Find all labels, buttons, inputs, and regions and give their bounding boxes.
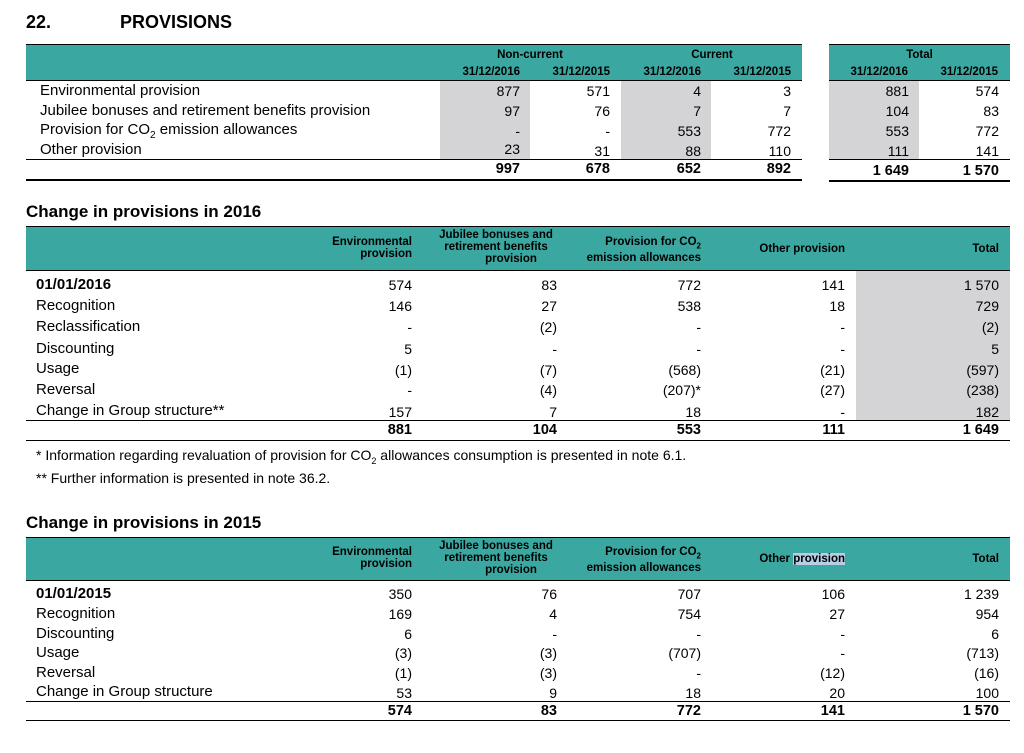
- cell: 772: [767, 123, 791, 139]
- group-total: Total: [906, 49, 933, 61]
- cell: 106: [821, 586, 845, 602]
- total-cell: 574: [387, 703, 412, 719]
- total-cell: 892: [766, 161, 791, 177]
- cell: 104: [885, 103, 909, 119]
- cell: 538: [677, 298, 701, 314]
- total-cell: 83: [540, 703, 557, 719]
- cell: (3): [394, 645, 412, 661]
- total-cell: 104: [532, 422, 557, 438]
- group-non-current: Non-current: [497, 49, 563, 61]
- cell: 881: [885, 83, 909, 99]
- col-date: 31/12/2016: [643, 66, 701, 78]
- row-label: Change in Group structure: [36, 683, 213, 700]
- cell: 1 239: [963, 586, 999, 602]
- cell: 5: [404, 341, 412, 357]
- cell: 6: [991, 626, 999, 642]
- cell: (2): [539, 319, 557, 335]
- total-cell: 997: [495, 161, 520, 177]
- cell: 53: [396, 685, 412, 701]
- cell: -: [840, 319, 845, 335]
- cell: 111: [887, 143, 909, 159]
- total-cell: 141: [820, 703, 845, 719]
- col-co2: Provision for $CO_2$ emission allowances: [586, 236, 701, 265]
- cell: 350: [388, 586, 412, 602]
- total-cell: 772: [676, 703, 701, 719]
- cell: 3: [783, 83, 791, 99]
- row-label: Environmental provision: [40, 82, 201, 99]
- cell: (16): [974, 665, 999, 681]
- cell: 31: [594, 143, 610, 159]
- cell: 27: [541, 298, 557, 314]
- total-cell: 111: [822, 422, 845, 438]
- cell: 23: [504, 141, 520, 157]
- cell: -: [696, 665, 701, 681]
- cell: 83: [541, 277, 557, 293]
- col-co2: Provision for $CO_2$ emission allowances: [586, 546, 701, 575]
- cell: (1): [394, 665, 412, 681]
- cell: -: [407, 382, 412, 398]
- cell: 9: [549, 685, 557, 701]
- cell: 20: [829, 685, 845, 701]
- cell: 76: [594, 103, 610, 119]
- cell: -: [840, 404, 845, 420]
- total-cell: 652: [676, 161, 701, 177]
- cell: (597): [966, 362, 999, 378]
- cell: -: [696, 341, 701, 357]
- cell: (238): [966, 382, 999, 398]
- cell: (1): [394, 362, 412, 378]
- cell: 729: [975, 298, 999, 314]
- cell: 553: [677, 123, 701, 139]
- cell: 182: [975, 404, 999, 420]
- cell: 553: [885, 123, 909, 139]
- section-title-2015: Change in provisions in 2015: [26, 513, 262, 532]
- cell: 88: [685, 143, 701, 159]
- cell: (7): [539, 362, 557, 378]
- row-label: Usage: [36, 644, 80, 661]
- cell: 6: [404, 626, 412, 642]
- cell: (21): [820, 362, 845, 378]
- col-date: 31/12/2016: [850, 66, 908, 78]
- col-jubilee: Jubilee bonuses and retirement benefits provision: [439, 229, 553, 265]
- col-date: 31/12/2015: [552, 66, 610, 78]
- cell: 754: [677, 606, 701, 622]
- cell: 76: [541, 586, 557, 602]
- row-label: Usage: [36, 360, 80, 377]
- group-current: Current: [691, 49, 733, 61]
- col-date: 31/12/2015: [940, 66, 998, 78]
- total-cell: 1 649: [872, 163, 909, 179]
- cell: (707): [668, 645, 701, 661]
- cell: 169: [388, 606, 412, 622]
- cell: 5: [991, 341, 999, 357]
- row-label: Jubilee bonuses and retirement benefits provision: [40, 102, 371, 119]
- row-label: Other provision: [40, 141, 142, 158]
- row-label: Provision for $CO_2$ emission allowances: [40, 121, 298, 141]
- row-label: Reversal: [36, 381, 96, 398]
- total-cell: 678: [585, 161, 610, 177]
- footnote-2: ** Further information is presented in note 36.2.: [36, 470, 331, 486]
- cell: -: [840, 645, 845, 661]
- cell: 157: [388, 404, 412, 420]
- cell: -: [840, 626, 845, 642]
- row-label: Change in Group structure**: [36, 402, 225, 419]
- cell: 1 570: [963, 277, 999, 293]
- cell: 7: [549, 404, 557, 420]
- total-cell: 1 570: [962, 703, 999, 719]
- cell: 4: [693, 83, 701, 99]
- cell: 18: [685, 404, 701, 420]
- cell: 954: [975, 606, 999, 622]
- col-date: 31/12/2015: [733, 66, 791, 78]
- cell: 574: [975, 83, 999, 99]
- cell: 7: [783, 103, 791, 119]
- col-total: Total: [972, 243, 999, 255]
- total-cell: 1 570: [962, 163, 999, 179]
- cell: 707: [677, 586, 701, 602]
- cell: 7: [693, 103, 701, 119]
- section-title-2016: Change in provisions in 2016: [26, 202, 262, 221]
- col-env: Environmental provision: [332, 546, 412, 570]
- cell: 18: [829, 298, 845, 314]
- cell: 146: [388, 298, 412, 314]
- text-selection[interactable]: provision: [793, 553, 845, 565]
- row-label: Reversal: [36, 664, 96, 681]
- cell: 27: [829, 606, 845, 622]
- cell: 97: [504, 103, 520, 119]
- col-other: Other provision: [759, 553, 845, 565]
- cell: (12): [820, 665, 845, 681]
- cell: (207)*: [662, 382, 701, 398]
- total-cell: 881: [387, 422, 412, 438]
- cell: 141: [975, 143, 999, 159]
- cell: 141: [821, 277, 845, 293]
- cell: -: [696, 626, 701, 642]
- col-env: Environmental provision: [332, 236, 412, 260]
- total-cell: 1 649: [962, 422, 999, 438]
- cell: 877: [496, 83, 520, 99]
- cell: 574: [388, 277, 412, 293]
- note-number: 22.: [26, 12, 52, 32]
- footnote-1: * Information regarding revaluation of provision for $CO_2$ allowances consumption is presented in note 6.1.: [36, 447, 687, 466]
- cell: -: [605, 123, 610, 139]
- cell: (713): [966, 645, 999, 661]
- cell: 571: [586, 83, 610, 99]
- col-other: Other provision: [759, 243, 845, 255]
- cell: 83: [983, 103, 999, 119]
- cell: 18: [685, 685, 701, 701]
- cell: 772: [677, 277, 701, 293]
- row-label: 01/01/2016: [36, 276, 112, 293]
- cell: -: [552, 341, 557, 357]
- total-cell: 553: [676, 422, 701, 438]
- cell: 110: [768, 143, 791, 159]
- row-label: Discounting: [36, 625, 115, 642]
- row-label: Recognition: [36, 297, 116, 314]
- cell: -: [552, 626, 557, 642]
- cell: -: [515, 123, 520, 139]
- cell: 4: [549, 606, 557, 622]
- col-total: Total: [972, 553, 999, 565]
- row-label: Reclassification: [36, 318, 141, 335]
- col-jubilee: Jubilee bonuses and retirement benefits provision: [439, 540, 553, 576]
- cell: -: [840, 341, 845, 357]
- col-date: 31/12/2016: [462, 66, 520, 78]
- cell: (27): [820, 382, 845, 398]
- row-label: Recognition: [36, 605, 116, 622]
- cell: -: [696, 319, 701, 335]
- cell: (4): [539, 382, 557, 398]
- cell: (568): [668, 362, 701, 378]
- page-title: PROVISIONS: [120, 12, 233, 32]
- cell: (3): [539, 665, 557, 681]
- cell: (3): [539, 645, 557, 661]
- cell: 100: [975, 685, 999, 701]
- cell: -: [407, 319, 412, 335]
- cell: (2): [981, 319, 999, 335]
- row-label: Discounting: [36, 340, 115, 357]
- cell: 772: [975, 123, 999, 139]
- row-label: 01/01/2015: [36, 585, 112, 602]
